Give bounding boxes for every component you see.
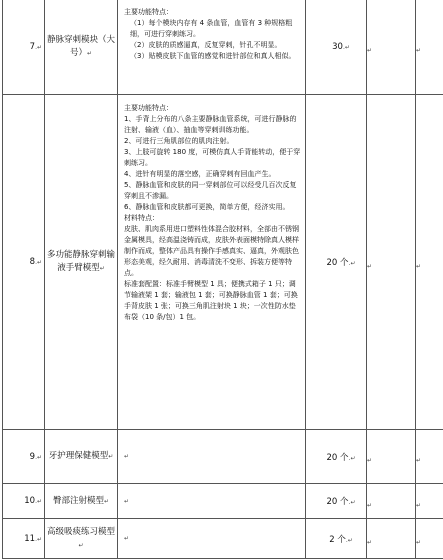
- item-description: 主要功能特点： （1）每个模块内存有 4 条血管，血管有 3 种规格粗细，可进行穿刺练习。 （2）皮肤的质感逼真，反复穿刺，针孔不明显。 （3）贴模皮肤下血管的感觉和进针部位和真人相似。: [118, 0, 306, 95]
- table-row: [3, 95, 443, 430]
- empty-cell: ↵: [367, 0, 416, 95]
- empty-cell: ↵: [416, 0, 443, 95]
- empty-cell: ↵: [367, 484, 416, 519]
- empty-cell: ↵: [416, 484, 443, 519]
- row-number: 11.↵: [3, 519, 45, 559]
- empty-cell: ↵: [416, 430, 443, 484]
- empty-cell: ↵: [367, 430, 416, 484]
- item-quantity: 20 个.↵: [306, 430, 367, 484]
- table-row: [3, 0, 443, 95]
- item-description: ↵: [118, 519, 306, 559]
- item-quantity: 20 个.↵: [306, 484, 367, 519]
- row-number: 10.↵: [3, 484, 45, 519]
- item-description: ↵: [118, 430, 306, 484]
- empty-cell: ↵: [416, 519, 443, 559]
- table-row: [3, 519, 443, 559]
- empty-cell: ↵: [367, 519, 416, 559]
- item-description: ↵: [118, 484, 306, 519]
- row-number: 7.↵: [3, 0, 45, 95]
- empty-cell: ↵: [367, 95, 416, 430]
- item-name: 臀部注射模型↵: [45, 484, 118, 519]
- item-name: 高级吸痰练习模型↵: [45, 519, 118, 559]
- item-name: 静脉穿刺模块（大号）↵: [45, 0, 118, 95]
- table-row: [3, 484, 443, 519]
- table-row: [3, 430, 443, 484]
- item-quantity: 2 个.↵: [306, 519, 367, 559]
- equipment-table: [2, 0, 443, 559]
- item-name: 多功能静脉穿刺输液手臂模型↵: [45, 95, 118, 430]
- row-number: 8.↵: [3, 95, 45, 430]
- row-number: 9.↵: [3, 430, 45, 484]
- empty-cell: ↵: [416, 95, 443, 430]
- item-description: 主要功能特点： 1、手背上分布的八条主要静脉血管系统，可进行静脉的注射、输液（血）、抽血等穿刺训练功能。 2、可进行三角肌部位的肌肉注射。 3、上肢可旋转 180 度，可模仿真人手背能转动，便于穿刺练习。 4、进针有明显的落空感，正确穿刺有回血产生。 5、静脉血管和皮肤的同一穿刺部位可以经受几百次反复穿刺且不渗漏。 6、静脉血管和皮肤都可更换，简单方便，经济实用。 材料特点： 皮肤、肌肉系用进口塑料性体混合胶材料，全部由不锈钢金属模具，经高温浇铸而成，皮肤外表面模特除真人模样制作而成，整体产品具有操作手感真实、逼真，外观肤色形态美观，经久耐用、消毒清洗不变形、拆装方便等特点。 标准套配置：标准手臂模型 1 具；便携式箱子 1 只；调节输液架 1 套；输液包 1 套；可换静脉血管 1 套；可换手背皮肤 1 张；可换三角肌注射块 1 块；一次性防水垫布袋（10 条/包）1 包。: [118, 95, 306, 430]
- item-quantity: 30.↵: [306, 0, 367, 95]
- item-quantity: 20 个.↵: [306, 95, 367, 430]
- item-name: 牙护理保健模型↵: [45, 430, 118, 484]
